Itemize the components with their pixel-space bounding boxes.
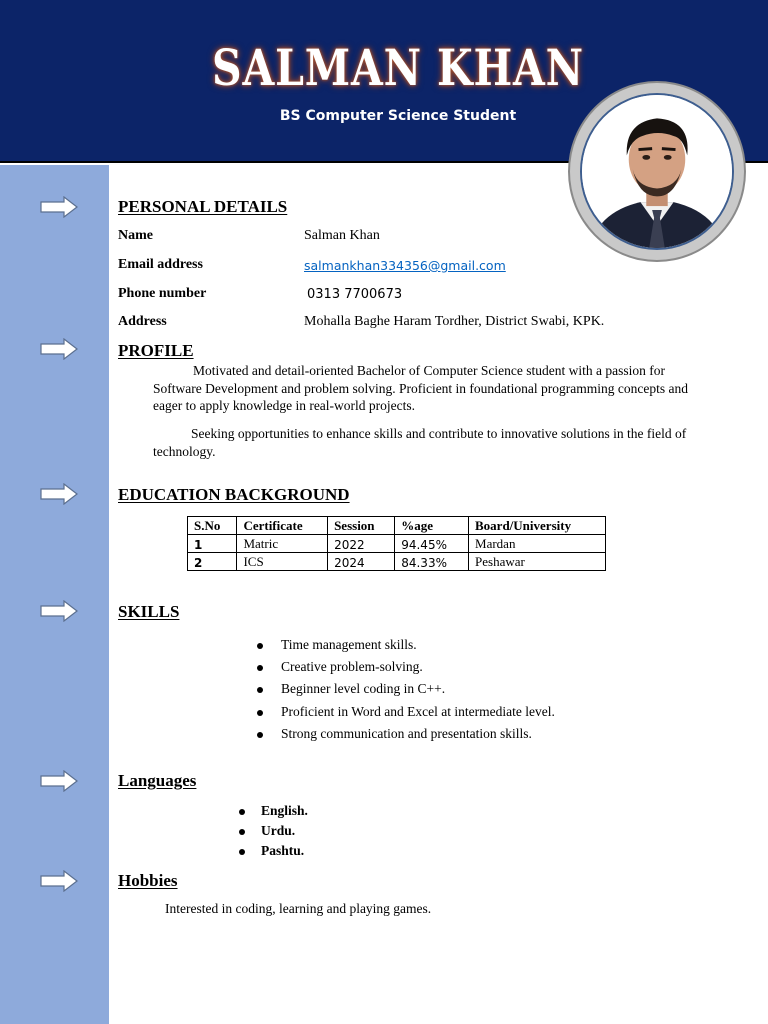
table-header-cell: Session <box>328 517 395 535</box>
arrow-right-icon <box>40 600 78 622</box>
email-link[interactable]: salmankhan334356@gmail.com <box>304 258 506 273</box>
table-cell: Mardan <box>469 535 606 553</box>
arrow-right-icon <box>40 338 78 360</box>
phone-value: 0313 7700673 <box>307 287 403 302</box>
list-item: Time management skills. <box>281 637 555 659</box>
arrow-right-icon <box>40 196 78 218</box>
table-header-cell: S.No <box>188 517 237 535</box>
table-cell: 1 <box>188 535 237 553</box>
list-item: English. <box>261 803 308 823</box>
table-cell: 94.45% <box>395 535 469 553</box>
education-heading: EDUCATION BACKGROUND <box>118 485 350 504</box>
table-cell: 84.33% <box>395 553 469 571</box>
email-label: Email address <box>118 257 203 272</box>
table-header-cell: %age <box>395 517 469 535</box>
list-item: Pashtu. <box>261 843 308 863</box>
profile-photo-frame <box>568 81 746 262</box>
sidebar-strip <box>0 165 109 1024</box>
skills-heading: SKILLS <box>118 602 180 621</box>
list-item: Beginner level coding in C++. <box>281 681 555 703</box>
table-row <box>188 535 606 553</box>
skills-list <box>281 637 555 748</box>
address-label: Address <box>118 314 167 329</box>
list-item: Urdu. <box>261 823 308 843</box>
table-cell: 2 <box>188 553 237 571</box>
arrow-right-icon <box>40 770 78 792</box>
table-header-cell: Certificate <box>237 517 328 535</box>
profile-photo <box>580 93 734 250</box>
phone-label: Phone number <box>118 286 207 301</box>
hobbies-heading: Hobbies <box>118 871 178 890</box>
profile-paragraph-2: Seeking opportunities to enhance skills and contribute to innovative solutions in the field of technology. <box>153 426 687 459</box>
resume-subtitle: BS Computer Science Student <box>279 108 517 124</box>
languages-list <box>261 803 308 863</box>
hobbies-text: Interested in coding, learning and playing games. <box>165 901 432 916</box>
list-item: Proficient in Word and Excel at intermediate level. <box>281 704 555 726</box>
education-table <box>187 516 606 571</box>
list-item: Creative problem-solving. <box>281 659 555 681</box>
table-cell: 2024 <box>328 553 395 571</box>
profile-heading: PROFILE <box>118 341 194 360</box>
table-header-cell: Board/University <box>469 517 606 535</box>
email-value <box>304 258 506 275</box>
address-value: Mohalla Baghe Haram Tordher, District Swabi, KPK. <box>304 314 605 329</box>
table-row <box>188 553 606 571</box>
name-label: Name <box>118 228 153 243</box>
profile-paragraph-1: Motivated and detail-oriented Bachelor of Computer Science student with a passion for Software Development and problem solving. Proficient in foundational programming concepts and eager to apply knowledge in real-world projects. <box>153 363 688 413</box>
table-cell: Peshawar <box>469 553 606 571</box>
personal-details-heading: PERSONAL DETAILS <box>118 197 288 216</box>
name-value: Salman Khan <box>304 228 380 243</box>
list-item: Strong communication and presentation skills. <box>281 726 555 748</box>
table-cell: 2022 <box>328 535 395 553</box>
arrow-right-icon <box>40 870 78 892</box>
languages-heading: Languages <box>118 771 197 790</box>
profile-photo-icon <box>582 95 732 248</box>
resume-name: SALMAN KHAN <box>212 38 584 97</box>
table-header-row <box>188 517 606 535</box>
table-cell: Matric <box>237 535 328 553</box>
arrow-right-icon <box>40 483 78 505</box>
table-cell: ICS <box>237 553 328 571</box>
